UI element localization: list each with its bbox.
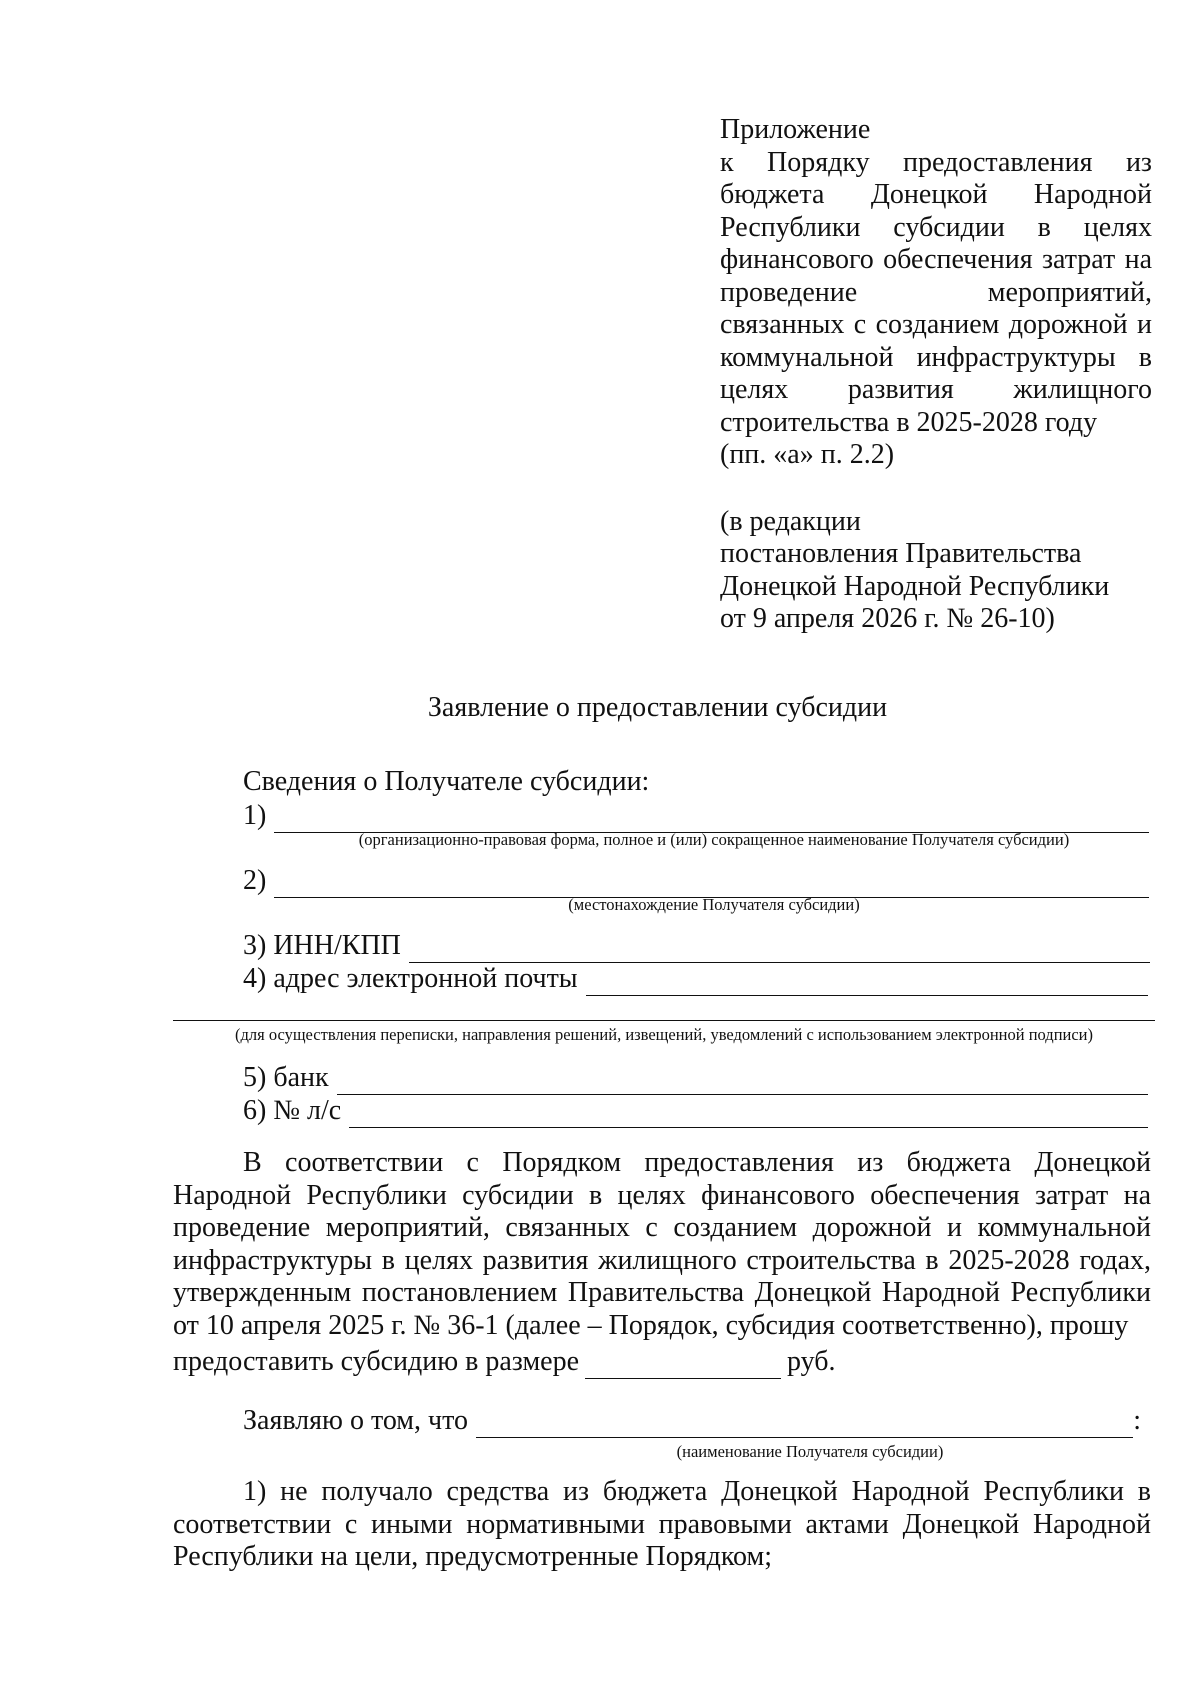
subsidy-amount-line [173,1345,836,1379]
inn-kpp-field[interactable] [243,929,1150,963]
recipient-location-field[interactable] [243,864,1149,898]
recipient-info-label: Сведения о Получателе субсидии: [243,766,650,797]
declaration-blank[interactable] [476,1409,1133,1438]
amount-suffix: руб. [787,1346,836,1377]
amount-prefix: предоставить субсидию в размере [173,1346,580,1377]
declaration-label: Заявляю о том, что [243,1405,468,1436]
item2-caption: (местонахождение Получателя субсидии) [568,895,860,914]
item1-caption: (организационно-правовая форма, полное и (или) сокращенное наименование Получателя субсидии) [358,830,1070,849]
bank-field[interactable] [243,1061,1148,1095]
email-field[interactable] [243,962,1148,996]
appendix-edition [720,506,1152,636]
main-paragraph [173,1147,1151,1343]
bank-blank[interactable] [337,1066,1148,1095]
inn-kpp-blank[interactable] [409,934,1150,963]
email-continuation-line[interactable] [173,1020,1155,1021]
point1-paragraph [173,1476,1151,1574]
declaration-caption: (наименование Получателя субсидии) [676,1442,944,1461]
account-blank[interactable] [349,1099,1148,1128]
email-blank[interactable] [586,967,1148,996]
recipient-location-blank[interactable] [274,869,1149,898]
recipient-name-field[interactable] [243,799,1149,833]
account-field[interactable] [243,1094,1148,1128]
main-paragraph-text: В соответствии с Порядком предоставления из бюджета Донецкой Народной Республики субсидии в целях финансового обеспечения затрат на проведение мероприятий, связанных с созданием дорожной и коммунальной инфраструктуры в целях развития жилищного строительства в 2025-2028 годах, утвержденным постановлением Правительства Донецкой Народной Республики от 10 апреля 2025 г. № 36-1 (далее – Порядок, субсидия соответственно), прошу [173,1147,1151,1341]
item1-label: 1) [243,800,267,831]
edition-line: (в редакции [720,505,861,537]
appendix-reference: (пп. «а» п. 2.2) [720,439,895,470]
item4-label: 4) адрес электронной почты [243,963,578,994]
point1-text: 1) не получало средства из бюджета Донецкой Народной Республики в соответствии с иными нормативными правовыми актами Донецкой Народной Республики на цели, предусмотренные Порядком; [173,1476,1151,1573]
appendix-title: Приложение [720,114,871,145]
item2-label: 2) [243,865,267,896]
subsidy-amount-blank[interactable] [585,1354,781,1379]
item4-caption: (для осуществления переписки, направления решений, извещений, уведомлений с использованием электронной подписи) [234,1025,1094,1044]
appendix-body: к Порядку предоставления из бюджета Донецкой Народной Республики субсидии в целях финансового обеспечения затрат на проведение мероприятий, связанных с созданием дорожной и коммунальной инфраструктуры в целях развития жилищного строительства в 2025-2028 году [720,146,1152,438]
item6-label: 6) № л/с [243,1095,342,1126]
edition-line: от 9 апреля 2026 г. № 26-10) [720,603,1055,634]
item5-label: 5) банк [243,1062,329,1093]
recipient-name-blank[interactable] [274,804,1149,833]
declaration-field[interactable] [243,1404,1141,1438]
item3-label: 3) ИНН/КПП [243,930,401,961]
appendix-block [720,114,1152,636]
edition-line: Донецкой Народной Республики [720,570,1110,602]
declaration-colon: : [1133,1405,1141,1436]
edition-line: постановления Правительства [720,538,1082,569]
document-heading: Заявление о предоставлении субсидии [427,692,888,723]
